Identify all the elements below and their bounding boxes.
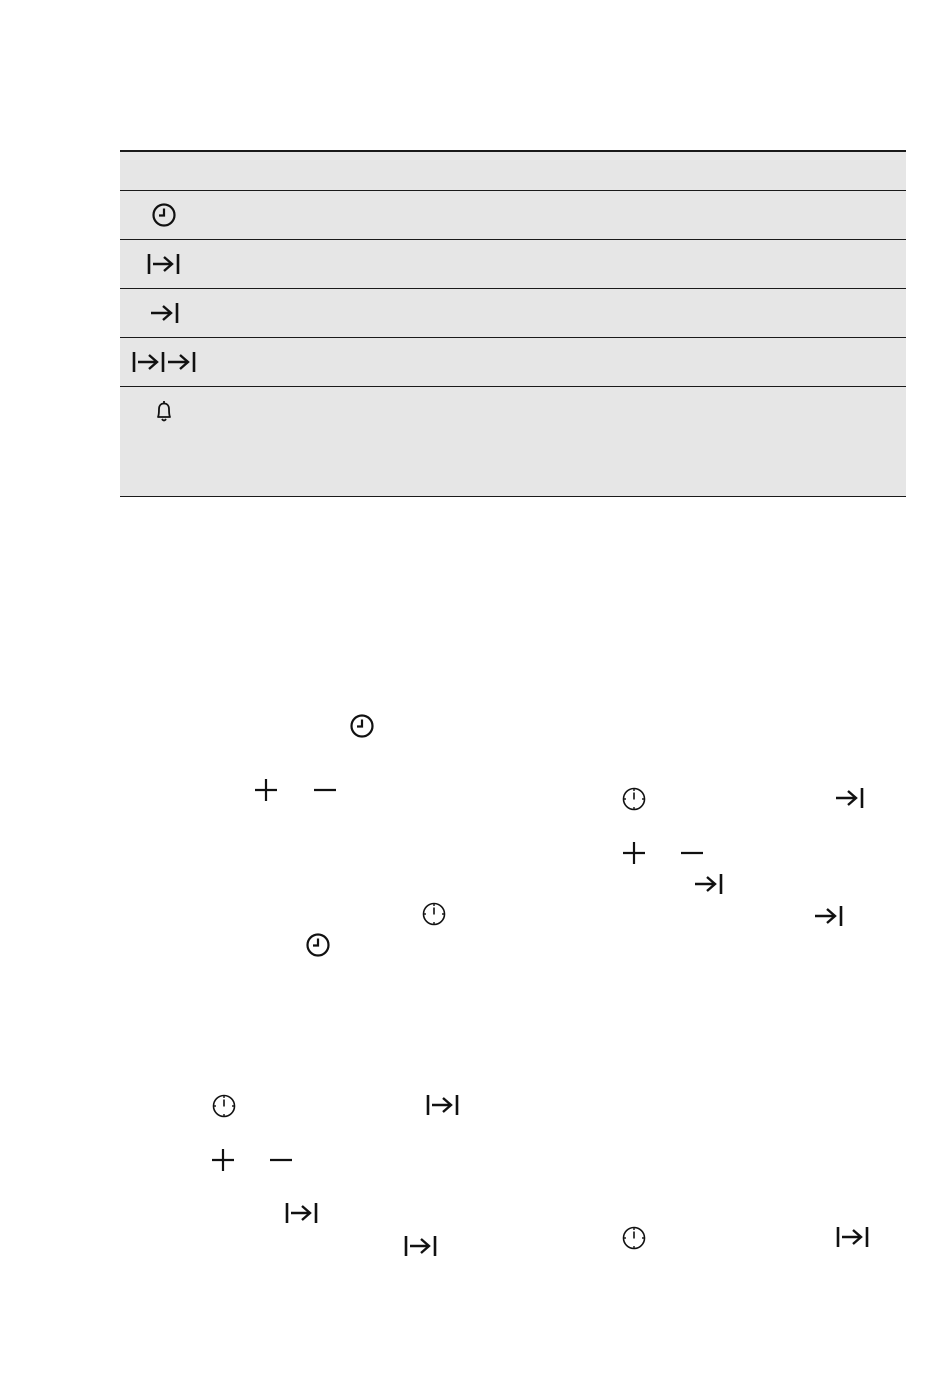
minus-icon [312, 777, 338, 803]
clock-icon [305, 932, 331, 958]
minus-icon [268, 1147, 294, 1173]
plus-icon [210, 1147, 236, 1173]
table-symbol-cell [120, 387, 208, 435]
table-row [120, 289, 906, 338]
table-symbol-cell [120, 338, 208, 386]
duration-icon [146, 251, 182, 277]
clock-icon [349, 713, 375, 739]
table-row [120, 240, 906, 289]
end-icon [692, 871, 724, 897]
duration-icon [403, 1233, 439, 1259]
time-delay-icon [131, 349, 197, 375]
duration-icon [284, 1200, 320, 1226]
end-icon [833, 785, 865, 811]
clock-function-icon [621, 786, 647, 812]
table-row [120, 191, 906, 240]
end-icon [812, 903, 844, 929]
table-row [120, 338, 906, 387]
function-table [120, 150, 906, 497]
table-symbol-cell [120, 289, 208, 337]
table-header-row [120, 152, 906, 191]
clock-function-icon [621, 1225, 647, 1251]
plus-icon [253, 777, 279, 803]
table-symbol-cell [120, 191, 208, 239]
clock-icon [151, 202, 177, 228]
clock-function-icon [421, 901, 447, 927]
minute-minder-icon [151, 398, 177, 424]
duration-icon [425, 1092, 461, 1118]
plus-icon [621, 840, 647, 866]
minus-icon [679, 840, 705, 866]
duration-icon [835, 1224, 871, 1250]
table-row [120, 387, 906, 497]
end-icon [148, 300, 180, 326]
table-symbol-cell [120, 240, 208, 288]
clock-function-icon [211, 1093, 237, 1119]
